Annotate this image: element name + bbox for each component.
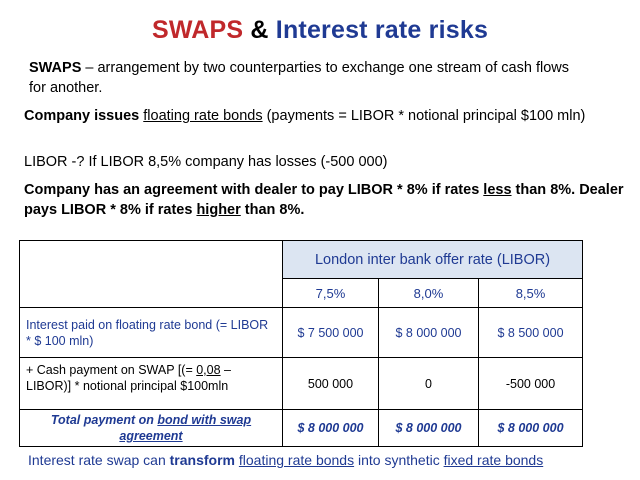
rate-cell: 8,0% [379,279,479,308]
bottom-c: into synthetic [354,452,444,468]
agreement-a: Company has an agreement with dealer to pay LIBOR * 8% if rates [24,182,484,198]
table-cell: $ 8 000 000 [283,410,379,447]
agreement-b: than 8%. Dealer pays LIBOR * 8% if rates [24,182,624,218]
table-cell: $ 8 000 000 [379,410,479,447]
empty-corner-cell [20,241,283,308]
libor-header: London inter bank offer rate (LIBOR) [283,241,583,279]
swap-label-a: + Cash payment on SWAP [(= [26,363,197,377]
bottom-a: Interest rate swap can [28,452,170,468]
table-cell: $ 7 500 000 [283,308,379,358]
title-interest-rate-risks: Interest rate risks [275,16,489,44]
total-label-a: Total payment on [50,413,158,427]
table-cell: $ 8 000 000 [379,308,479,358]
bottom-conclusion [28,452,628,468]
issue-prefix: Company issues [24,108,144,124]
table-cell: $ 8 000 000 [479,410,583,447]
rate-cell: 8,5% [479,279,583,308]
page-title [0,16,640,45]
definition-text: – arrangement by two counterparties to exchange one stream of cash flows for another. [29,60,570,96]
definition-term: SWAPS [29,60,82,76]
agreement-higher: higher [196,202,241,218]
agreement-c: than 8%. [240,202,305,218]
issue-floating-link: floating rate bonds [143,108,263,124]
table-cell: 0 [379,358,479,410]
libor-line: LIBOR -? If LIBOR 8,5% company has losses (-500 000) [24,154,388,170]
bottom-fixed: fixed rate bonds [443,452,544,468]
table-cell: -500 000 [479,358,583,410]
rate-cell: 7,5% [283,279,379,308]
issue-suffix: (payments = LIBOR * notional principal $100 mln) [262,108,586,124]
agreement-less: less [483,182,512,198]
agreement-paragraph [24,180,624,220]
title-swaps: SWAPS [151,16,244,44]
bottom-transform: transform [169,452,235,468]
swap-label-rate: 0,08 [196,363,221,377]
swap-table [19,240,583,447]
bottom-floating: floating rate bonds [238,452,355,468]
swap-label-b: –LIBOR)] * notional principal $100mln [26,363,232,393]
issue-paragraph [24,106,624,126]
swaps-definition [29,58,589,98]
row-swap-label [20,358,283,410]
table-cell: 500 000 [283,358,379,410]
row-interest-label: Interest paid on floating rate bond (= LIBOR * $ 100 mln) [20,308,283,358]
row-total-label [20,410,283,447]
table-cell: $ 8 500 000 [479,308,583,358]
title-amp: & [243,16,276,44]
total-label-link: bond with swap agreement [119,413,252,443]
